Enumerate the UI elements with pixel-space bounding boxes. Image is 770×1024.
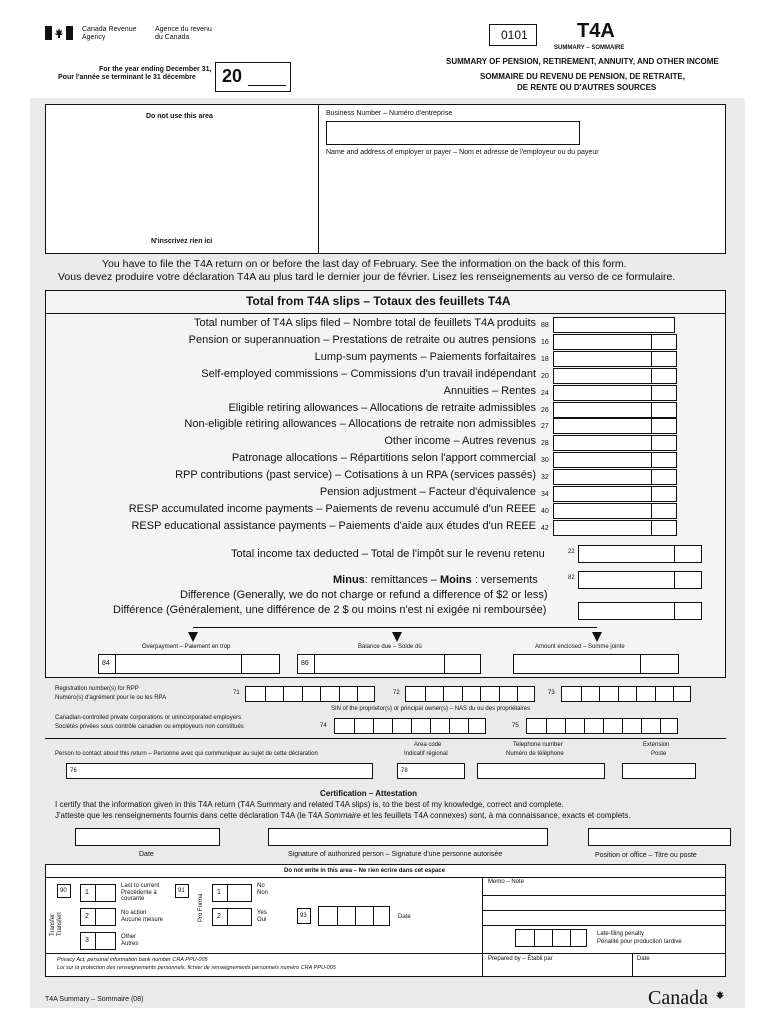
totals-row-input[interactable] [553,435,677,451]
arrow-rule [193,627,597,628]
totals-row-code: 42 [541,525,549,532]
code-91-box [175,884,189,898]
totals-row-code: 34 [541,491,549,498]
memo-rule-1 [482,895,725,896]
totals-heading: Total from T4A slips – Totaux des feuillets T4A [246,294,511,308]
difference-input[interactable] [578,602,702,620]
sin-input-74[interactable] [334,718,486,734]
business-number-label: Business Number – Numéro d'entreprise [326,110,453,117]
no-label: No Non [257,883,269,896]
tax-code: 22 [568,549,575,555]
memo-rule-2 [482,910,725,911]
totals-row-label: Self-employed commissions – Commissions d'un travail indépendant [201,368,536,380]
code-90: 90 [60,888,67,894]
late-filing-en: Late-filing penalty [597,931,645,937]
totals-row-input[interactable] [553,520,677,536]
office-heading: Do not write in this area – Ne rien écrire dans cet espace [284,868,446,874]
cert-signature-label: Signature of authorized person – Signature d'une personne autorisée [288,851,503,858]
code-91: 91 [178,888,185,894]
ccpc-label-en: Canadian-controlled private corporations or unincorporated employers [55,715,242,721]
year-fr: Pour l'année se terminant le 31 décembre [58,74,196,81]
ext-fr: Poste [651,751,667,757]
rpp-label-fr: Numéro(s) d'agrément pour le ou les RPA [55,695,167,701]
contact-person-label: Person to contact about this return – Personne avec qui communiquer au sujet de cette déclaration [55,751,318,757]
totals-row-label: Patronage allocations – Répartitions selon l'apport commercial [231,452,536,464]
title-en: SUMMARY OF PENSION, RETIREMENT, ANNUITY, AND OTHER INCOME [446,57,719,66]
phone-en: Telephone number [513,742,563,748]
totals-row-label: Pension adjustment – Facteur d'équivalence [319,486,536,498]
totals-row-label: Annuities – Rentes [443,385,536,397]
agency-en-2: Agency [82,34,106,41]
cert-position-input[interactable] [588,828,731,846]
notice-en: You have to file the T4A return on or before the last day of February. See the information on the back of this form. [102,258,627,270]
totals-row-input[interactable] [553,317,675,333]
form-title: T4A [577,20,615,42]
code-93: 93 [300,913,307,919]
sin-input-75[interactable] [526,718,678,734]
rpp-input-71[interactable] [245,686,375,702]
code-76: 76 [70,768,77,774]
ext-en: Extension [643,742,670,748]
contact-rule [45,738,726,739]
balance-due-input[interactable] [297,654,481,674]
pro-forma-label: Pro Forma [198,893,204,922]
totals-row-label: Total number of T4A slips filed – Nombre total de feuillets T4A produits [194,317,536,329]
extension-input[interactable] [622,763,696,779]
code-72: 72 [393,690,400,696]
date-93-input[interactable] [318,906,390,926]
late-filing-fr: Pénalité pour production tardive [597,939,682,945]
no-value: 1 [217,889,221,896]
office-date-label: Date [637,956,650,962]
totals-row-label: Lump-sum payments – Paiements forfaitaires [314,351,536,363]
tax-deducted-label: Total income tax deducted – Total de l'impôt sur le revenu retenu [231,548,545,560]
info-divider [318,105,319,253]
cert-date-label: Date [139,851,154,858]
wordmark-flag-icon [716,986,724,994]
code-71: 71 [233,690,240,696]
name-address-label: Name and address of employer or payer – Nom et adresse de l'employeur ou du payeur [326,149,599,156]
prepared-divider [632,953,633,976]
yes-label: Yes Oui [257,910,267,923]
title-fr-2: DE RENTE OU D'AUTRES SOURCES [517,83,657,92]
ninscrivez-label: N'inscrivez rien ici [151,238,213,245]
totals-row-label: Eligible retiring allowances – Allocations de retraite admissibles [228,402,536,414]
agency-fr-2: du Canada [155,34,190,41]
totals-row-code: 30 [541,457,549,464]
opt1-box[interactable] [80,884,116,902]
totals-row-code: 32 [541,474,549,481]
remit-code: 82 [568,575,575,581]
arrow-balance-icon [392,632,402,642]
minus-bold: Minus [333,574,365,586]
totals-row-label: Non-eligible retiring allowances – Allocations de retraite non admissibles [184,418,536,430]
notice-fr: Vous devez produire votre déclaration T4A au plus tard le dernier jour de février. Lisez les renseignements au verso de ce formulaire. [58,271,676,283]
phone-fr: Numéro de téléphone [506,751,564,757]
phone-input[interactable] [477,763,605,779]
moins-rest: : versements [471,574,538,586]
canada-wordmark: Canada [648,987,708,1009]
office-heading-rule [46,877,725,878]
code-74: 74 [320,723,327,729]
business-number-input[interactable] [326,121,580,145]
certification-fr [55,812,631,821]
totals-row-label: Other income – Autres revenus [384,435,536,447]
opt3-label: Other Autres [121,934,139,947]
sin-label: SIN of the proprietor(s) or principal owner(s) – NAS du ou des propriétaires [331,706,531,712]
agency-fr: Agence du revenu [155,26,212,33]
difference-fr: Différence (Généralement, une différence de 2 $ ou moins n'est ni exigée ni remboursée) [113,604,547,616]
area-code-fr: Indicatif régional [404,751,448,757]
totals-row-input[interactable] [553,334,677,350]
privacy-fr: Loi sur la protection des renseignements personnels, fichier de renseignements personnels numéro CRA PPU-005 [57,965,336,971]
agency-en: Canada Revenue [82,26,137,33]
minus-rest: : remittances – [364,574,440,586]
rpp-input-73[interactable] [561,686,691,702]
code-78: 78 [401,768,408,774]
opt2-box[interactable] [80,908,116,926]
form-code: 0101 [501,28,528,42]
certification-fr-italic: Sommaire [324,811,361,820]
do-not-use-label: Do not use this area [146,113,213,120]
totals-row-input[interactable] [553,452,677,468]
form-id: T4A Summary – Sommaire (08) [45,996,144,1003]
certification-fr-a: J'atteste que les renseignements fournis dans cette déclaration T4A (le T4A [55,811,325,820]
totals-row-label: Pension or superannuation – Prestations de retraite ou autres pensions [188,334,536,346]
opt2-label: No action Aucune mesure [121,910,164,923]
code-93-box [297,908,311,924]
arrow-overpayment-icon [188,632,198,642]
rpp-input-72[interactable] [405,686,535,702]
code-90-box [57,884,71,898]
tax-deducted-input[interactable] [578,545,702,563]
cert-position-label: Position or office – Titre ou poste [595,852,697,859]
prepared-by-label: Prepared by – Établi par [488,956,553,962]
totals-row-label: RESP educational assistance payments – Paiements d'aide aux études d'un REEE [131,520,536,532]
totals-row-code: 24 [541,390,549,397]
totals-row-input[interactable] [553,385,677,401]
remittances-label [333,574,538,586]
area-code-en: Area code [414,742,442,748]
office-left-bottom [46,953,482,954]
rpp-label-en: Registration number(s) for RPP [55,686,139,692]
totals-row-input[interactable] [553,469,677,485]
arrow-enclosed-icon [592,632,602,642]
year-en: For the year ending December 31, [99,66,212,73]
cert-date-input[interactable] [75,828,220,846]
no-box[interactable] [212,884,252,902]
balance-code: 86 [301,660,309,667]
totals-row-input[interactable] [553,418,677,434]
moins-bold: Moins [439,574,472,586]
amount-enclosed-label: Amount enclosed – Somme jointe [535,644,625,650]
overpayment-input[interactable] [98,654,280,674]
certification-heading: Certification – Attestation [320,789,418,798]
late-filing-input[interactable] [515,929,587,947]
memo-rule-3 [482,925,725,926]
ccpc-label-fr: Sociétés privées sous contrôle canadien ou employeurs non constitués [55,724,244,730]
totals-row-code: 18 [541,356,549,363]
transfer-label: Transfer Transfert [50,912,63,936]
privacy-en: Privacy Act, personal information bank number CRA PPU-005 [57,957,208,963]
totals-row-input[interactable] [553,351,677,367]
amount-enclosed-input[interactable] [513,654,679,674]
remittances-input[interactable] [578,571,702,589]
balance-due-label: Balance due – Solde dû [358,644,422,650]
memo-rule-4 [482,953,725,954]
opt1: 1 [85,889,89,896]
canada-flag-icon [45,26,73,40]
opt2: 2 [85,913,89,920]
memo-label: Memo – Note [488,879,525,885]
totals-row-input[interactable] [553,486,677,502]
summary-label: SUMMARY – SOMMAIRE [554,45,625,51]
totals-row-code: 40 [541,508,549,515]
totals-row-code: 28 [541,440,549,447]
totals-row-label: RPP contributions (past service) – Cotisations à un RPA (services passés) [175,469,536,481]
code-73: 73 [548,690,555,696]
form-code-box [489,24,537,46]
info-panel [45,104,726,254]
contact-person-input[interactable] [66,763,373,779]
year-prefix: 20 [222,66,243,86]
year-box[interactable] [215,62,291,92]
totals-row-code: 20 [541,373,549,380]
totals-row-input[interactable] [553,402,677,418]
overpayment-label: Overpayment – Paiement en trop [142,644,231,650]
code-75: 75 [512,723,519,729]
difference-en: Difference (Generally, we do not charge or refund a difference of $2 or less) [180,589,548,601]
totals-row-input[interactable] [553,368,677,384]
totals-row-code: 88 [541,322,549,329]
opt1-label: Last to current Précédente à courante [121,883,160,903]
year-underline [248,85,286,86]
totals-row-label: RESP accumulated income payments – Paiements de revenu accumulé d'un REEE [128,503,536,515]
yes-value: 2 [217,913,221,920]
totals-row-input[interactable] [553,503,677,519]
totals-row-code: 16 [541,339,549,346]
totals-heading-rule [46,313,725,314]
totals-row-code: 26 [541,407,549,414]
opt3-box[interactable] [80,932,116,950]
opt3: 3 [85,937,89,944]
overpayment-code: 84 [102,660,110,667]
totals-row-code: 27 [541,423,549,430]
yes-box[interactable] [212,908,252,926]
certification-en: I certify that the information given in this T4A return (T4A Summary and related T4A slips) is, to the best of my knowledge, correct and complete. [55,800,564,809]
date-93-label: Date [398,914,411,920]
cert-signature-input[interactable] [268,828,548,846]
office-divider [482,877,483,976]
certification-fr-b: et les feuillets T4A connexes) sont, à ma connaissance, exacts et complets. [360,811,631,820]
title-fr-1: SOMMAIRE DU REVENU DE PENSION, DE RETRAITE, [480,72,685,81]
